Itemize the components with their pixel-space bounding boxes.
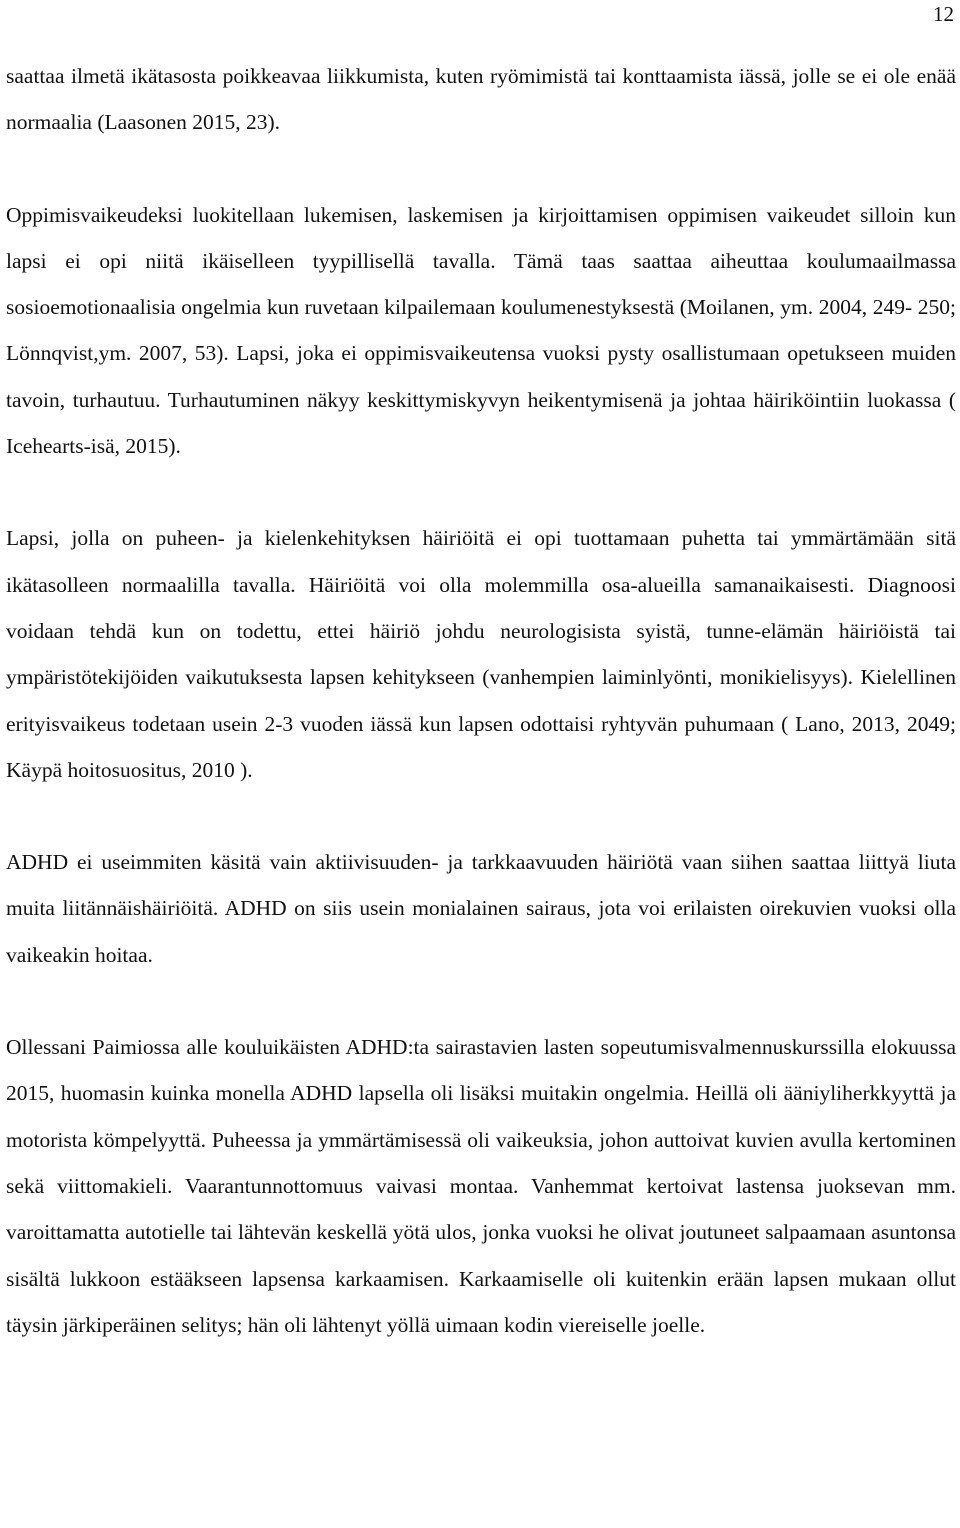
paragraph-adhd: ADHD ei useimmiten käsitä vain aktiivisuuden- ja tarkkaavuuden häiriötä vaan siihen saattaa liittyä liuta muita liitännäishäiriöitä. ADHD on siis usein monialainen sairaus, jota voi erilaisten oirekuvien vuoksi olla vaikeakin hoitaa. (6, 850, 956, 967)
document-body (6, 53, 956, 1348)
paragraph-continuation: saattaa ilmetä ikätasosta poikkeavaa liikkumista, kuten ryömimistä tai konttaamista iässä, jolle se ei ole enää normaalia (Laasonen 2015, 23). (6, 64, 956, 135)
paragraph-paimio-course: Ollessani Paimiossa alle kouluikäisten ADHD:ta sairastavien lasten sopeutumisvalmennuskurssilla elokuussa 2015, huomasin kuinka monella ADHD lapsella oli lisäksi muitakin ongelmia. Heillä oli ääniyliherkkyyttä ja motorista kömpelyyttä. Puheessa ja ymmärtämisessä oli vaikeuksia, johon auttoivat kuvien avulla kertominen sekä viittomakieli. Vaarantunnottomuus vaivasi montaa. Vanhemmat kertoivat lastensa juoksevan mm. varoittamatta autotielle tai lähtevän keskellä yötä ulos, jonka vuoksi he olivat joutuneet salpaamaan asuntonsa sisältä lukkoon estääkseen lapsensa karkaamisen. Karkaamiselle oli kuitenkin erään lapsen mukaan ollut täysin järkiperäinen selitys; hän oli lähtenyt yöllä uimaan kodin viereiselle joelle. (6, 1035, 956, 1337)
page-number: 12 (933, 2, 954, 26)
paragraph-learning-difficulties: Oppimisvaikeudeksi luokitellaan lukemisen, laskemisen ja kirjoittamisen oppimisen vaikeudet silloin kun lapsi ei opi niitä ikäiselleen tyypillisellä tavalla. Tämä taas saattaa aiheuttaa koulumaailmassa sosioemotionaalisia ongelmia kun ruvetaan kilpailemaan koulumenestyksestä (Moilanen, ym. 2004, 249- 250; Lönnqvist,ym. 2007, 53). Lapsi, joka ei oppimisvaikeutensa vuoksi pysty osallistumaan opetukseen muiden tavoin, turhautuu. Turhautuminen näkyy keskittymiskyvyn heikentymisenä ja johtaa häiriköintiin luokassa ( Icehearts-isä, 2015). (6, 202, 956, 459)
paragraph-speech-language-disorders: Lapsi, jolla on puheen- ja kielenkehityksen häiriöitä ei opi tuottamaan puhetta tai ymmärtämään sitä ikätasolleen normaalilla tavalla. Häiriöitä voi olla molemmilla osa-alueilla samanaikaisesti. Diagnoosi voidaan tehdä kun on todettu, ettei häiriö johdu neurologisista syistä, tunne-elämän häiriöistä tai ympäristötekijöiden vaikutuksesta lapsen kehitykseen (vanhempien laiminlyönti, monikielisyys). Kielellinen erityisvaikeus todetaan usein 2-3 vuoden iässä kun lapsen odottaisi ryhtyvän puhumaan ( Lano, 2013, 2049; Käypä hoitosuositus, 2010 ). (6, 526, 956, 782)
